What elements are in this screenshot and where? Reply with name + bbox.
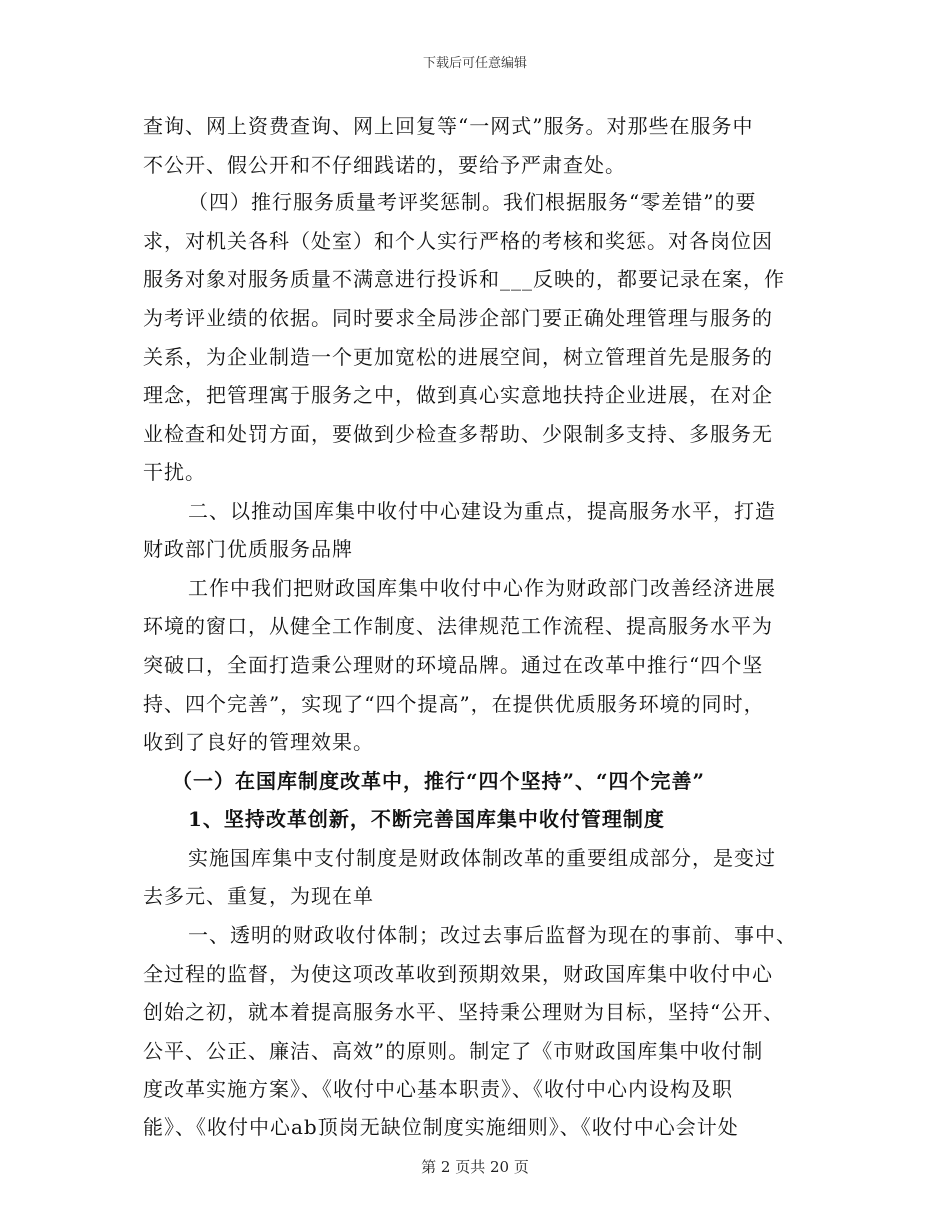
paragraph-line: 创始之初，就本着提高服务水平、坚持秉公理财为目标，坚持“公开、 bbox=[143, 1000, 785, 1024]
paragraph-line: 关系，为企业制造一个更加宽松的进展空间，树立管理首先是服务的 bbox=[143, 345, 773, 369]
page-footer: 第 2 页共 20 页 bbox=[421, 1158, 529, 1176]
paragraph-line: 干扰。 bbox=[143, 460, 206, 484]
subsection-heading: 1、坚持改革创新，不断完善国库集中收付管理制度 bbox=[188, 807, 665, 831]
paragraph-line: 度改革实施方案》、《收付中心基本职责》、《收付中心内设构及职 bbox=[143, 1077, 733, 1101]
paragraph-line: 能》、《收付中心ab顶岗无缺位制度实施细则》、《收付中心会计处 bbox=[143, 1115, 739, 1139]
paragraph-line: 实施国库集中支付制度是财政体制改革的重要组成部分，是变过 bbox=[188, 846, 776, 870]
paragraph-line: 收到了良好的管理效果。 bbox=[143, 730, 374, 754]
paragraph-line: 突破口，全面打造秉公理财的环境品牌。通过在改革中推行“四个坚 bbox=[143, 653, 764, 677]
paragraph-line: （四）推行服务质量考评奖惩制。我们根据服务“零差错”的要 bbox=[188, 190, 757, 214]
paragraph-line: 公平、公正、廉洁、高效”的原则。制定了《市财政国库集中收付制 bbox=[143, 1039, 764, 1063]
paragraph-line: 不公开、假公开和不仔细践诺的，要给予严肃查处。 bbox=[143, 153, 626, 177]
paragraph-line: 去多元、重复，为现在单 bbox=[143, 884, 374, 908]
paragraph-line: 理念，把管理寓于服务之中，做到真心实意地扶持企业进展，在对企 bbox=[143, 383, 773, 407]
paragraph-line: 环境的窗口，从健全工作制度、法律规范工作流程、提高服务水平为 bbox=[143, 614, 773, 638]
paragraph-line: 业检查和处罚方面，要做到少检查多帮助、少限制多支持、多服务无 bbox=[143, 422, 773, 446]
section-heading-line: 二、以推动国库集中收付中心建设为重点，提高服务水平，打造 bbox=[188, 499, 776, 523]
paragraph-line: 全过程的监督，为使这项改革收到预期效果，财政国库集中收付中心 bbox=[143, 962, 773, 986]
paragraph-line: 工作中我们把财政国库集中收付中心作为财政部门改善经济进展 bbox=[188, 576, 776, 600]
page-header: 下载后可任意编辑 bbox=[422, 56, 527, 71]
paragraph-line: 查询、网上资费查询、网上回复等“一网式”服务。对那些在服务中 bbox=[143, 114, 754, 138]
paragraph-line: 服务对象对服务质量不满意进行投诉和___反映的，都要记录在案，作 bbox=[143, 267, 785, 291]
subsection-heading: （一）在国库制度改革中，推行“四个坚持”、“四个完善” bbox=[172, 769, 706, 793]
paragraph-line: 求，对机关各科（处室）和个人实行严格的考核和奖惩。对各岗位因 bbox=[143, 229, 773, 253]
paragraph-line: 为考评业绩的依据。同时要求全局涉企部门要正确处理管理与服务的 bbox=[143, 306, 773, 330]
section-heading-line: 财政部门优质服务品牌 bbox=[143, 537, 353, 561]
paragraph-line: 一、透明的财政收付体制；改过去事后监督为现在的事前、事中、 bbox=[188, 923, 797, 947]
paragraph-line: 持、四个完善”，实现了“四个提高”，在提供优质服务环境的同时， bbox=[143, 692, 765, 716]
